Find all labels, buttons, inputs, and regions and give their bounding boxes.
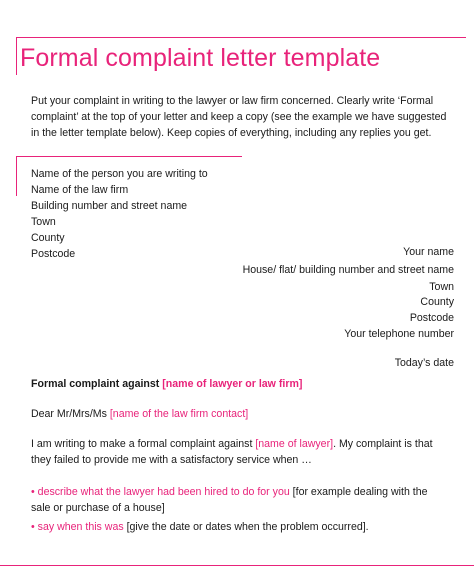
recipient-line: Name of the person you are writing to <box>31 168 208 180</box>
intro-line: Put your complaint in writing to the lawyer or law firm concerned. Clearly write ‘Formal <box>31 95 434 107</box>
bullet-item <box>31 519 369 535</box>
intro-line: complaint’ at the top of your letter and keep a copy (see the example we have suggested <box>31 111 447 123</box>
bullet-placeholder: say when this was <box>37 521 124 533</box>
recipient-line: Building number and street name <box>31 200 188 212</box>
letter-accent-rule-h <box>16 156 242 157</box>
body-prefix: I am writing to make a formal complaint against <box>31 438 256 450</box>
bullet-continuation: sale or purchase of a house] <box>31 502 165 514</box>
salutation-placeholder: [name of the law firm contact] <box>109 408 249 420</box>
bullet-text: [give the date or dates when the problem occurred]. <box>123 521 369 533</box>
sender-line: Postcode <box>409 312 454 324</box>
bullet-item <box>31 484 428 500</box>
sender-line: Town <box>429 281 454 293</box>
intro-line: in the letter template below). Keep copies of everything, including any replies you get. <box>31 127 432 139</box>
left-accent-rule <box>16 38 17 75</box>
recipient-line: Postcode <box>31 248 76 260</box>
sender-line: House/ flat/ building number and street name <box>242 264 454 276</box>
date-label: Today’s date <box>394 357 454 369</box>
salutation-line <box>31 406 248 422</box>
body-suffix: . My complaint is that <box>333 438 433 450</box>
salutation-prefix: Dear Mr/Mrs/Ms <box>31 408 110 420</box>
recipient-line: Town <box>31 216 56 228</box>
body-line: they failed to provide me with a satisfactory service when … <box>31 454 312 466</box>
subject-prefix: Formal complaint against <box>31 378 163 390</box>
top-rule <box>16 37 466 38</box>
sender-line: Your telephone number <box>344 328 454 340</box>
bullet-placeholder: describe what the lawyer had been hired to do for you <box>37 486 290 498</box>
subject-placeholder: [name of lawyer or law firm] <box>162 378 303 390</box>
recipient-line: Name of the law firm <box>31 184 129 196</box>
bullet-dot: • <box>31 521 35 533</box>
bullet-text: [for example dealing with the <box>289 486 428 498</box>
sender-line: County <box>420 296 454 308</box>
bullet-dot: • <box>31 486 35 498</box>
sender-line: Your name <box>403 246 454 258</box>
bottom-rule <box>0 565 474 566</box>
page-title: Formal complaint letter template <box>20 44 381 72</box>
recipient-line: County <box>31 232 65 244</box>
letter-accent-rule-v <box>16 156 17 196</box>
body-placeholder: [name of lawyer] <box>255 438 334 450</box>
body-line <box>31 436 433 452</box>
subject-line <box>31 376 302 392</box>
